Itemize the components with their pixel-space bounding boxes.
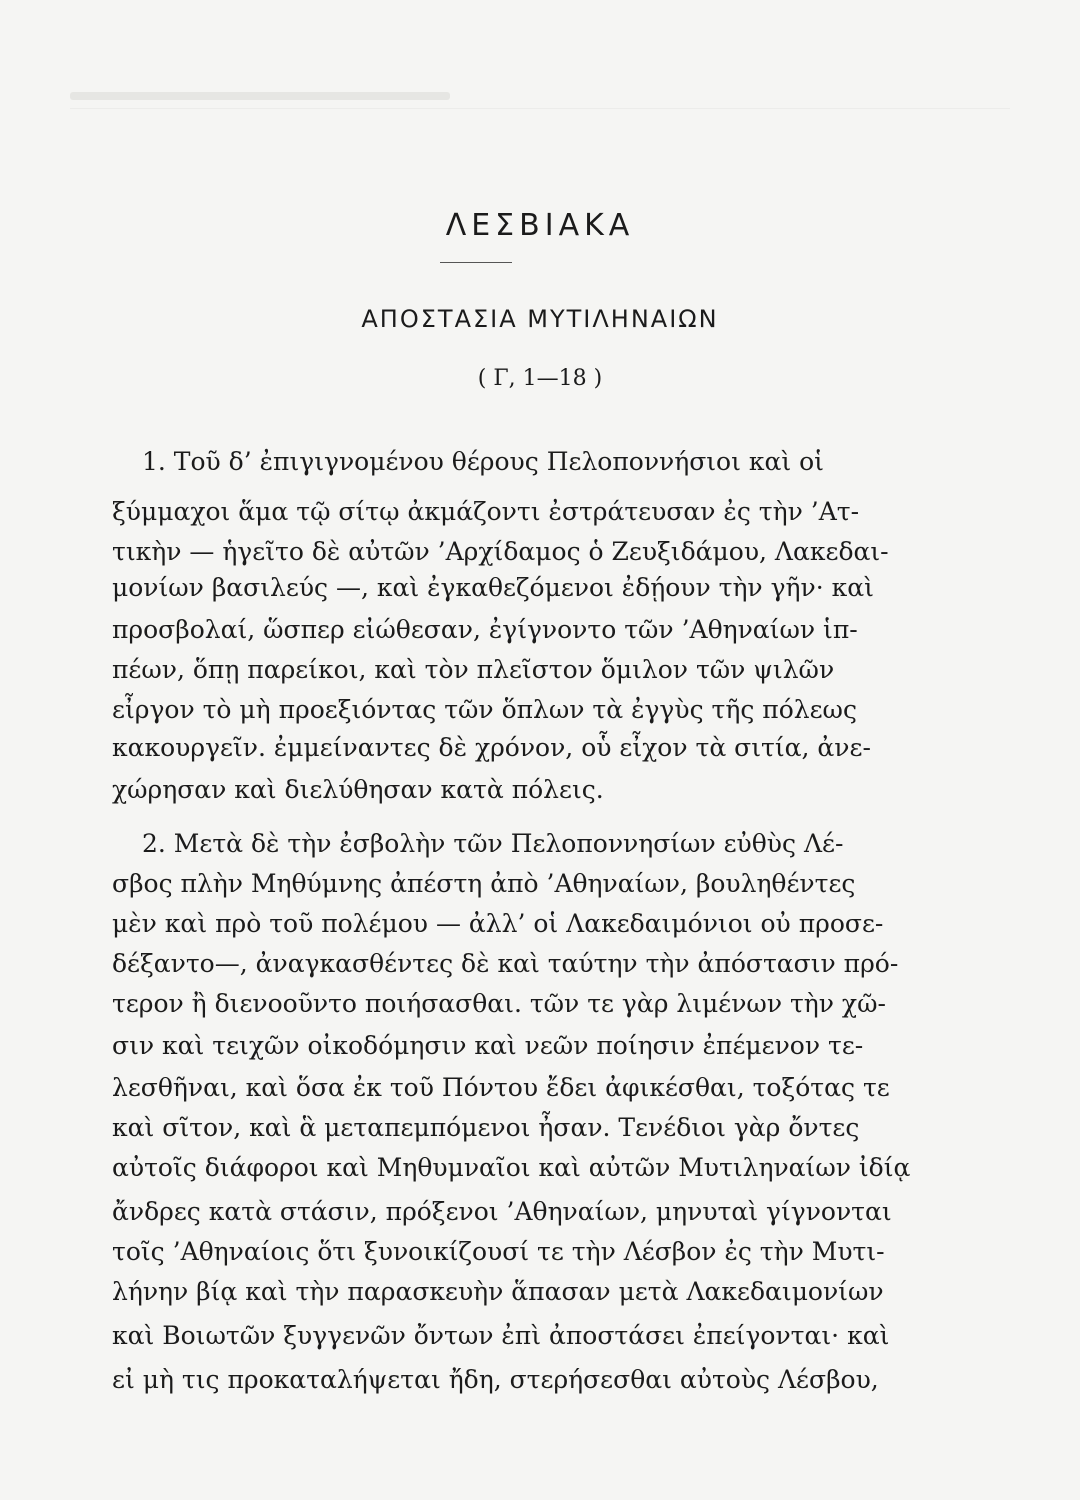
section-reference: ( Γ, 1—18 ) (477, 366, 603, 391)
text-line: ἄνδρες κατὰ στάσιν, πρόξενοι ’Αθηναίων, μηνυταὶ γίγνονται (112, 1197, 892, 1226)
text-line: εἰ μὴ τις προκαταλήψεται ἤδη, στερήσεσθαι αὐτοὺς Λέσβου, (112, 1365, 879, 1394)
text-line: τερον ἢ διενοοῦντο ποιήσασθαι. τῶν τε γὰρ λιμένων τὴν χῶ- (112, 989, 886, 1018)
text-line: μονίων βασιλεύς —, καὶ ἐγκαθεζόμενοι ἐδῄουν τὴν γῆν· καὶ (112, 573, 874, 602)
text-line: προσβολαί, ὥσπερ εἰώθεσαν, ἐγίγνοντο τῶν ’Αθηναίων ἱπ- (112, 615, 858, 644)
section-subtitle: ΑΠΟΣΤΑΣΙΑ ΜΥΤΙΛΗΝΑΙΩΝ (361, 305, 719, 333)
text-line: ξύμμαχοι ἅμα τῷ σίτῳ ἀκμάζοντι ἐστράτευσαν ἐς τὴν ’Ατ- (112, 497, 860, 526)
text-line: κακουργεῖν. ἐμμείναντες δὲ χρόνον, οὗ εἶχον τὰ σιτία, ἀνε- (112, 733, 871, 762)
text-line: σιν καὶ τειχῶν οἰκοδόμησιν καὶ νεῶν ποίησιν ἐπέμενον τε- (112, 1031, 864, 1060)
title-divider (440, 262, 512, 263)
text-line: χώρησαν καὶ διελύθησαν κατὰ πόλεις. (112, 775, 604, 804)
text-line: τοῖς ’Αθηναίοις ὅτι ξυνοικίζουσί τε τὴν Λέσβον ἐς τὴν Μυτι- (112, 1237, 885, 1266)
text-line: λήνην βίᾳ καὶ τὴν παρασκευὴν ἅπασαν μετὰ Λακεδαιμονίων (112, 1277, 884, 1306)
chapter-title: ΛΕΣΒΙΑΚΑ (445, 208, 635, 243)
text-line: δέξαντο—, ἀναγκασθέντες δὲ καὶ ταύτην τὴν ἀπόστασιν πρό- (112, 949, 899, 978)
text-line: πέων, ὅπῃ παρείκοι, καὶ τὸν πλεῖστον ὅμιλον τῶν ψιλῶν (112, 655, 835, 684)
text-line: καὶ Βοιωτῶν ξυγγενῶν ὄντων ἐπὶ ἀποστάσει ἐπείγονται· καὶ (112, 1321, 890, 1350)
faded-header-text (70, 92, 450, 100)
text-line: τικὴν — ἡγεῖτο δὲ αὐτῶν ’Αρχίδαμος ὁ Ζευξιδάμου, Λακεδαι- (112, 537, 889, 566)
faded-running-head (70, 92, 1010, 102)
text-line: σβος πλὴν Μηθύμνης ἀπέστη ἀπὸ ’Αθηναίων, βουληθέντες (112, 869, 856, 898)
faded-header-rule (70, 108, 1010, 109)
text-line: 2. Μετὰ δὲ τὴν ἐσβολὴν τῶν Πελοποννησίων εὐθὺς Λέ- (142, 829, 844, 858)
text-line: λεσθῆναι, καὶ ὅσα ἐκ τοῦ Πόντου ἔδει ἀφικέσθαι, τοξότας τε (112, 1073, 890, 1102)
text-line: εἶργον τὸ μὴ προεξιόντας τῶν ὅπλων τὰ ἐγγὺς τῆς πόλεως (112, 695, 857, 724)
text-line: μὲν καὶ πρὸ τοῦ πολέμου — ἀλλ’ οἱ Λακεδαιμόνιοι οὐ προσε- (112, 909, 884, 938)
text-line: καὶ σῖτον, καὶ ἃ μεταπεμπόμενοι ἦσαν. Τενέδιοι γὰρ ὄντες (112, 1113, 860, 1142)
text-line: αὐτοῖς διάφοροι καὶ Μηθυμναῖοι καὶ αὐτῶν Μυτιληναίων ἰδίᾳ (112, 1153, 911, 1182)
text-line: 1. Τοῦ δ’ ἐπιγιγνομένου θέρους Πελοποννήσιοι καὶ οἱ (142, 447, 824, 476)
